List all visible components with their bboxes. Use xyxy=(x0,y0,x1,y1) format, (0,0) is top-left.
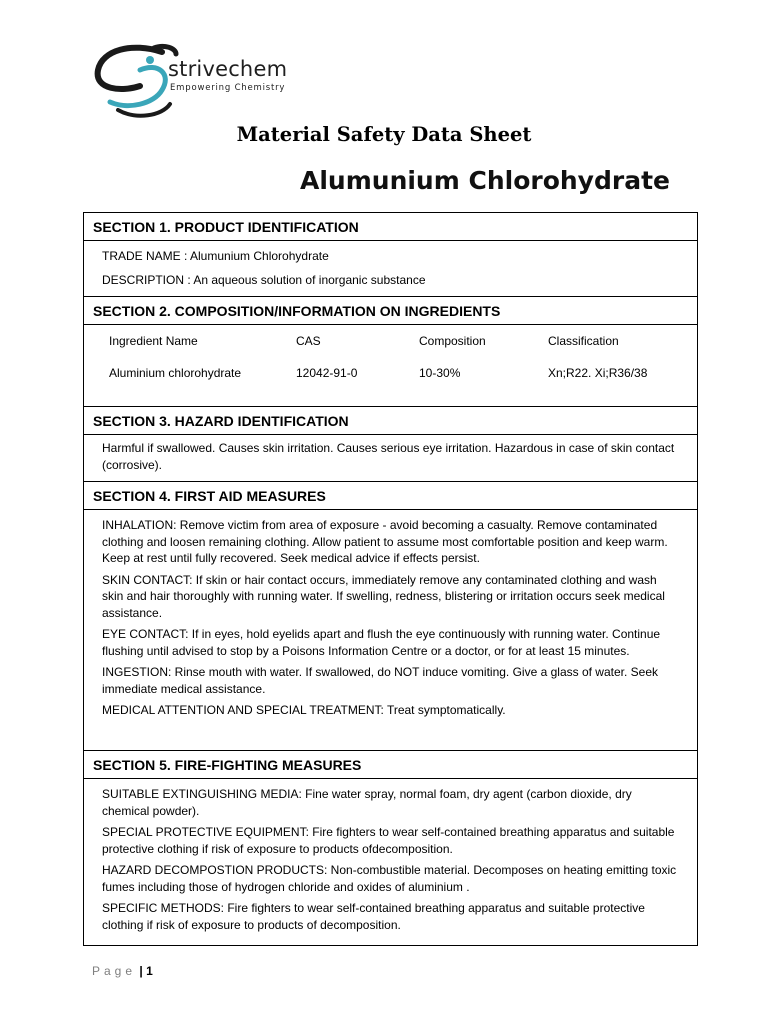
section-5-body xyxy=(84,779,697,945)
cell-cas: 12042-91-0 xyxy=(296,365,358,380)
skin-contact-text: SKIN CONTACT: If skin or hair contact occurs, immediately remove any contaminated clothing and wash skin and hair thoroughly with running water. If swelling, redness, blistering or irritation occurs seek medical assistance. xyxy=(102,572,665,620)
logo-text xyxy=(168,58,287,93)
description: DESCRIPTION : An aqueous solution of inorganic substance xyxy=(102,272,426,287)
section-4-heading: SECTION 4. FIRST AID MEASURES xyxy=(84,482,697,510)
section-2-body xyxy=(84,325,697,407)
eye-contact-text: EYE CONTACT: If in eyes, hold eyelids apart and flush the eye continuously with running water. Continue flushing until advised to stop by a Poisons Information Centre or a doctor, or for at least 15 minutes. xyxy=(102,627,661,658)
cell-classification: Xn;R22. Xi;R36/38 xyxy=(548,365,648,380)
ingredients-table xyxy=(102,333,679,381)
cell-composition: 10-30% xyxy=(419,365,461,380)
section-4-body xyxy=(84,510,697,751)
msds-sheet xyxy=(83,212,698,946)
specific-methods-text: SPECIFIC METHODS: Fire fighters to wear self-contained breathing apparatus and suitable protective clothing if risk of exposure to products of decomposition. xyxy=(102,901,645,932)
col-composition: Composition xyxy=(419,334,486,348)
page-number: 1 xyxy=(146,964,153,978)
document-title: Material Safety Data Sheet xyxy=(236,123,532,146)
ingestion-text: INGESTION: Rinse mouth with water. If swallowed, do NOT induce vomiting. Give a glass of water. Seek immediate medical assistance. xyxy=(102,665,659,696)
section-2-heading: SECTION 2. COMPOSITION/INFORMATION ON INGREDIENTS xyxy=(84,297,697,325)
section-3-body xyxy=(84,435,697,482)
section-3-heading: SECTION 3. HAZARD IDENTIFICATION xyxy=(84,407,697,435)
medical-attention-text: MEDICAL ATTENTION AND SPECIAL TREATMENT: Treat symptomatically. xyxy=(102,703,506,717)
brand-tagline: Empowering Chemistry xyxy=(170,83,286,93)
page-label: Page xyxy=(92,964,137,978)
product-title: Alumunium Chlorohydrate xyxy=(300,166,670,195)
col-cas: CAS xyxy=(296,334,321,348)
col-ingredient-name: Ingredient Name xyxy=(109,334,198,348)
inhalation-text: INHALATION: Remove victim from area of exposure - avoid becoming a casualty. Remove contaminated clothing and loosen remaining clothing. Allow patient to assume most comfortable position and keep warm. Keep at rest until fully recovered. Seek medical advice if effects persist. xyxy=(102,518,668,565)
extinguishing-media-text: SUITABLE EXTINGUISHING MEDIA: Fine water spray, normal foam, dry agent (carbon dioxide, dry chemical powder). xyxy=(102,787,632,818)
hazard-text: Harmful if swallowed. Causes skin irritation. Causes serious eye irritation. Hazardous in case of skin contact (corrosive). xyxy=(102,441,675,472)
page-separator: | xyxy=(139,964,143,978)
brand-name: strivechem xyxy=(168,57,288,81)
page-footer xyxy=(92,964,153,978)
protective-equipment-text: SPECIAL PROTECTIVE EQUIPMENT: Fire fighters to wear self-contained breathing apparatus and suitable protective clothing if risk of exposure to products ofdecomposition. xyxy=(102,825,675,856)
decomposition-products-text: HAZARD DECOMPOSTION PRODUCTS: Non-combustible material. Decomposes on heating emitting toxic fumes including those of hydrogen chloride and oxides of aluminium . xyxy=(102,863,677,894)
trade-name: TRADE NAME : Alumunium Chlorohydrate xyxy=(102,249,329,263)
cell-ingredient: Aluminium chlorohydrate xyxy=(109,365,242,380)
section-1-body xyxy=(84,241,697,297)
col-classification: Classification xyxy=(548,334,619,348)
section-5-heading: SECTION 5. FIRE-FIGHTING MEASURES xyxy=(84,751,697,779)
section-1-heading: SECTION 1. PRODUCT IDENTIFICATION xyxy=(84,213,697,241)
